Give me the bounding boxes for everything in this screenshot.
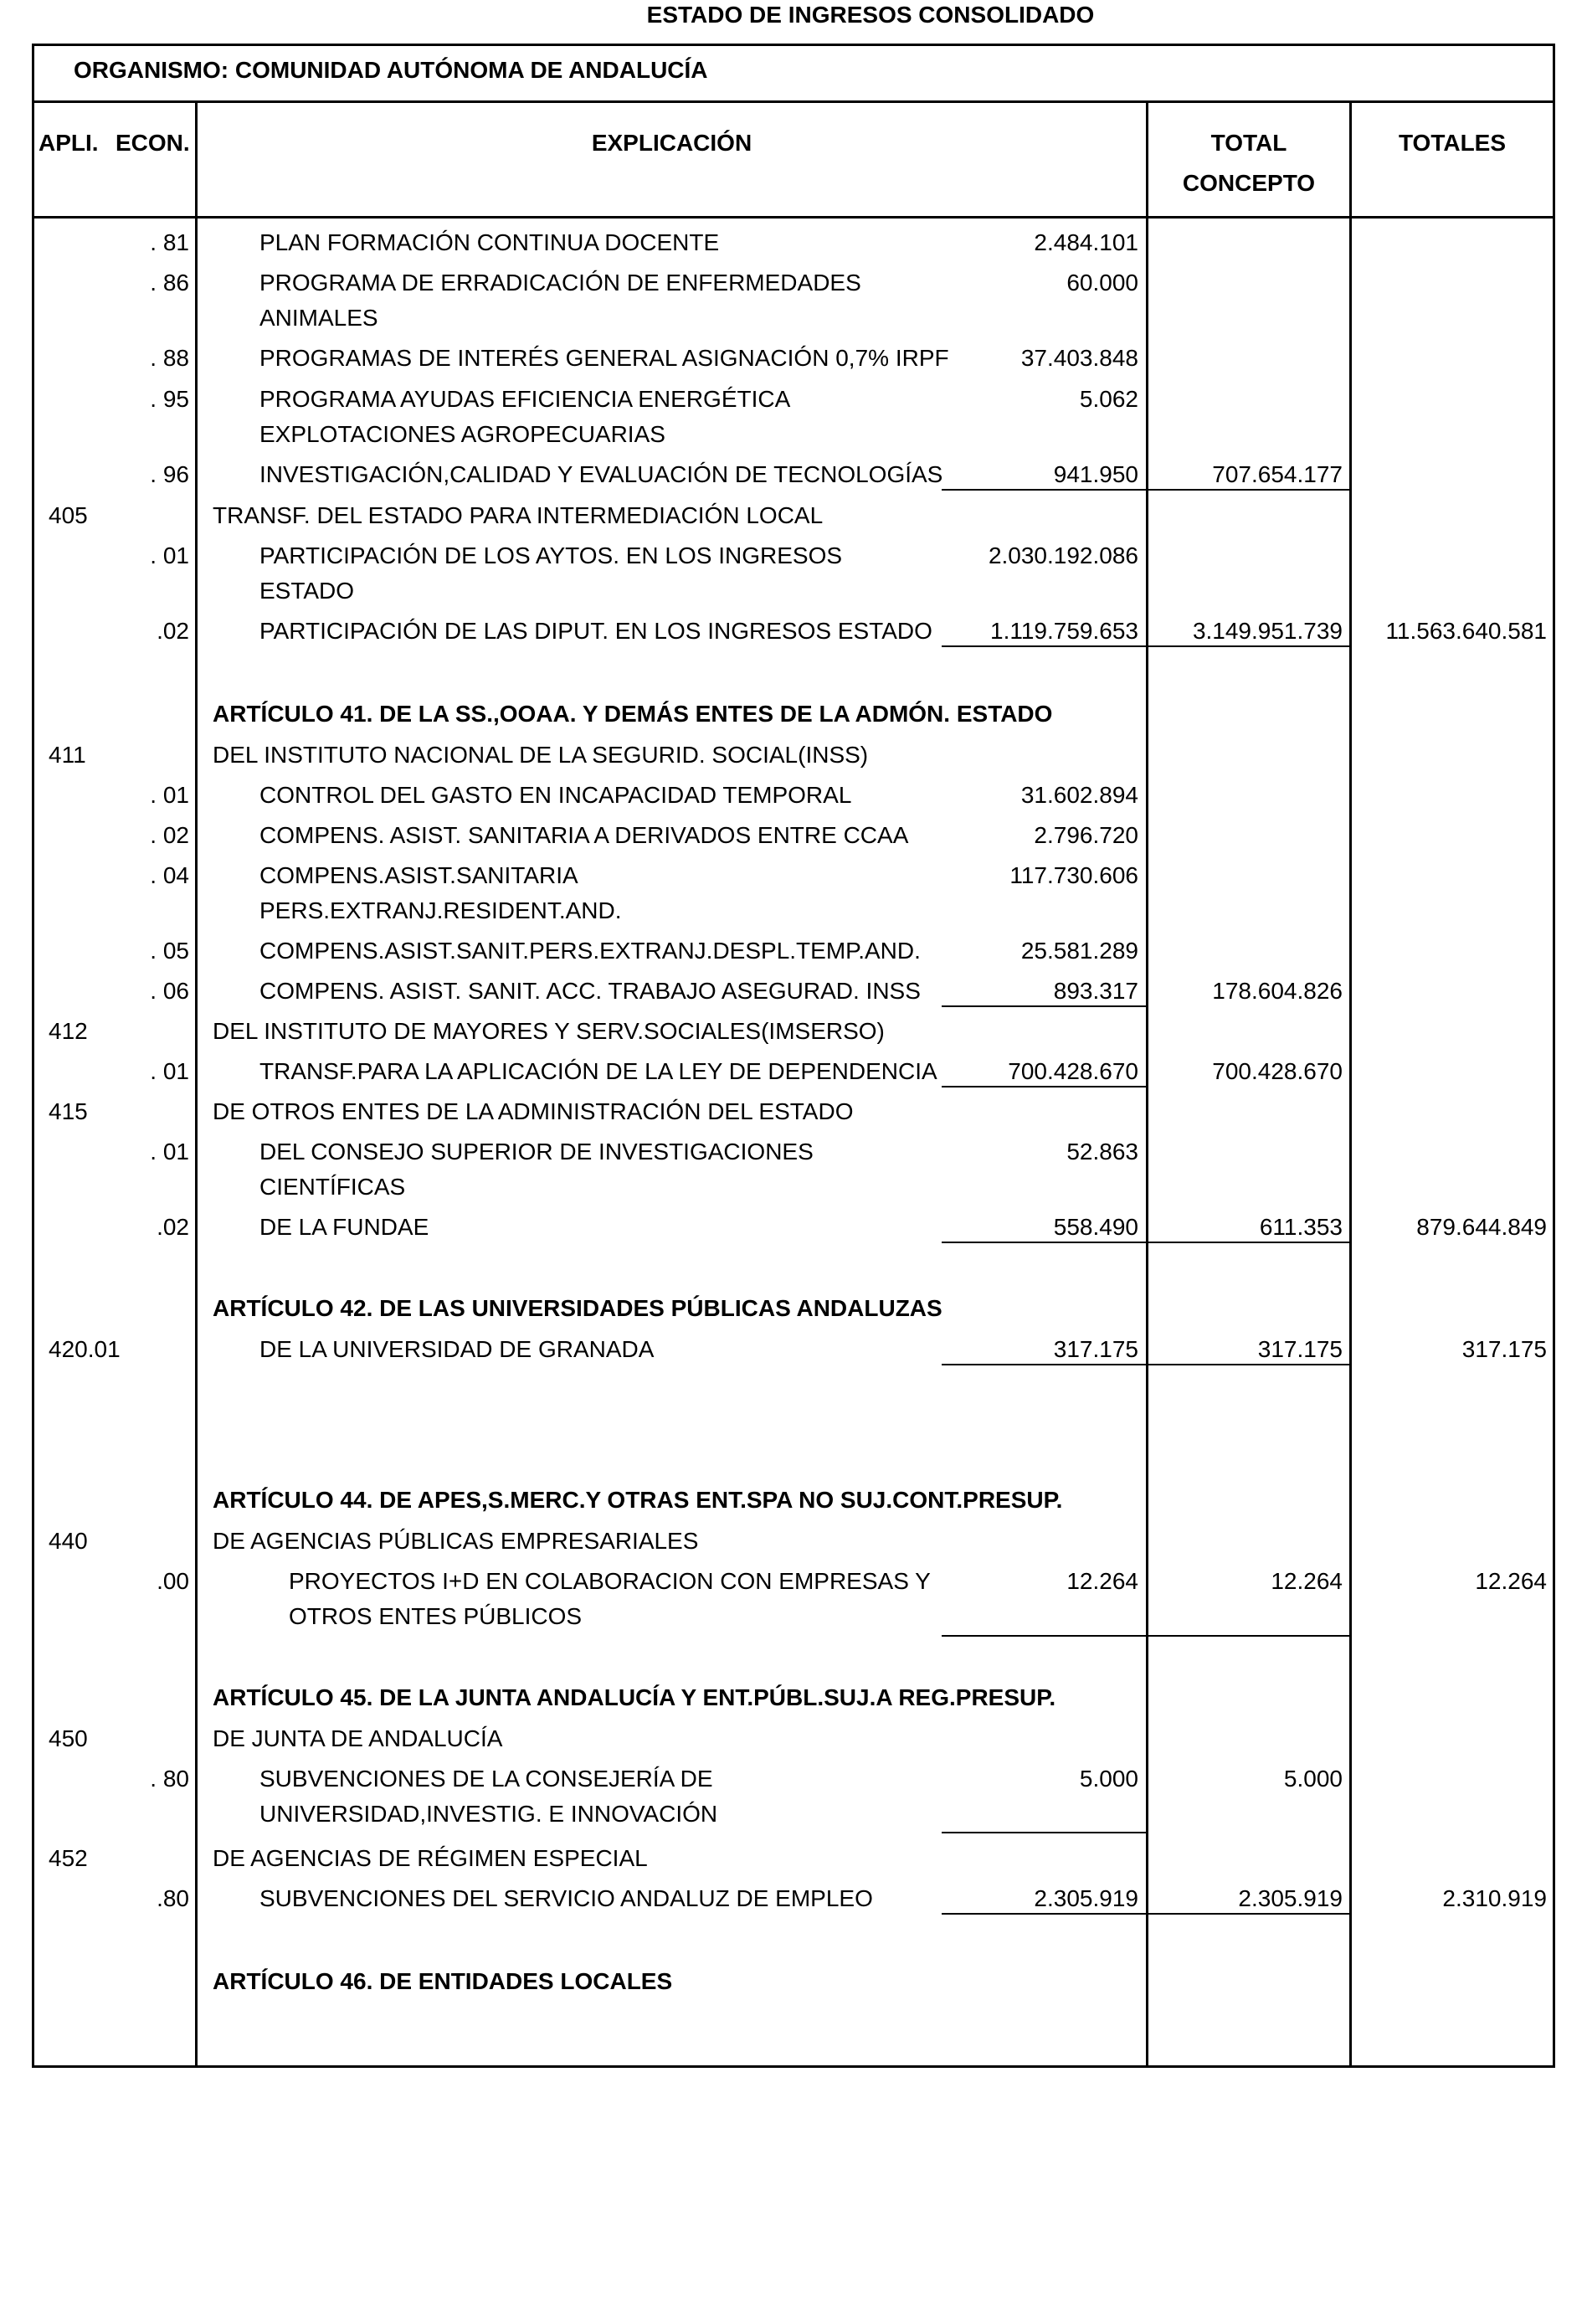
econ-code: .00 [157,1568,189,1594]
totales-value: 879.644.849 [1416,1214,1547,1240]
header-explicacion: EXPLICACIÓN [591,130,752,156]
underline [1148,645,1349,647]
amount-value: 12.264 [1066,1568,1138,1594]
divider [1349,100,1352,2068]
amount-value: 25.581.289 [1020,938,1138,964]
amount-value: 37.403.848 [1020,345,1138,371]
row-description: PROGRAMA AYUDAS EFICIENCIA ENERGÉTICA [259,386,791,412]
row-description: DEL CONSEJO SUPERIOR DE INVESTIGACIONES [259,1139,814,1165]
row-description-line2: EXPLOTACIONES AGROPECUARIAS [259,421,665,447]
row-description: DE OTROS ENTES DE LA ADMINISTRACIÓN DEL ESTADO [213,1098,854,1124]
econ-code: . 80 [150,1766,189,1792]
row-description: DE LA FUNDAE [259,1214,429,1240]
row-description: COMPENS. ASIST. SANITARIA A DERIVADOS ENTRE CCAA [259,822,909,848]
row-description-line2: ESTADO [259,578,355,604]
row-description: SUBVENCIONES DEL SERVICIO ANDALUZ DE EMPLEO [259,1885,873,1911]
apli-code: 405 [49,502,88,528]
amount-value: 117.730.606 [1009,862,1138,888]
total-concepto-value: 707.654.177 [1212,461,1343,487]
row-description: CONTROL DEL GASTO EN INCAPACIDAD TEMPORAL [259,782,852,808]
econ-code: . 01 [150,542,189,568]
article-heading: ARTÍCULO 44. DE APES,S.MERC.Y OTRAS ENT.SPA NO SUJ.CONT.PRESUP. [213,1487,1063,1513]
apli-code: 452 [49,1845,88,1871]
apli-code: 440 [49,1528,88,1554]
row-description: INVESTIGACIÓN,CALIDAD Y EVALUACIÓN DE TECNOLOGÍAS [259,461,943,487]
divider [32,100,1555,103]
amount-value: 2.030.192.086 [988,542,1138,568]
underline [942,1913,1146,1915]
row-description: SUBVENCIONES DE LA CONSEJERÍA DE [259,1766,713,1792]
header-total-concepto-line2: CONCEPTO [1182,170,1316,196]
econ-code: . 01 [150,1058,189,1084]
divider [32,216,1555,219]
row-description-line2: PERS.EXTRANJ.RESIDENT.AND. [259,897,622,923]
article-heading: ARTÍCULO 41. DE LA SS.,OOAA. Y DEMÁS ENTES DE LA ADMÓN. ESTADO [213,701,1053,727]
econ-code: .02 [157,1214,189,1240]
underline [942,645,1146,647]
amount-value: 60.000 [1066,270,1138,296]
article-heading: ARTÍCULO 45. DE LA JUNTA ANDALUCÍA Y ENT.PÚBL.SUJ.A REG.PRESUP. [213,1684,1056,1710]
amount-value: 2.484.101 [1034,229,1138,255]
amount-value: 2.796.720 [1034,822,1138,848]
row-description: DE AGENCIAS PÚBLICAS EMPRESARIALES [213,1528,699,1554]
total-concepto-value: 700.428.670 [1212,1058,1343,1084]
row-description: TRANSF.PARA LA APLICACIÓN DE LA LEY DE DEPENDENCIA [259,1058,937,1084]
total-concepto-value: 611.353 [1259,1214,1343,1240]
underline [942,1364,1146,1365]
econ-code: . 86 [150,270,189,296]
underline [942,1635,1349,1637]
underline [942,489,1146,491]
underline [942,1242,1146,1243]
econ-code: . 88 [150,345,189,371]
row-description-line2: ANIMALES [259,305,378,331]
row-description: PROGRAMA DE ERRADICACIÓN DE ENFERMEDADES [259,270,861,296]
row-description: COMPENS.ASIST.SANIT.PERS.EXTRANJ.DESPL.TEMP.AND. [259,938,921,964]
underline [1148,489,1349,491]
row-description: PARTICIPACIÓN DE LOS AYTOS. EN LOS INGRESOS [259,542,843,568]
underline [1148,1242,1349,1243]
total-concepto-value: 12.264 [1271,1568,1343,1594]
econ-code: . 81 [150,229,189,255]
header-total-concepto: TOTAL [1210,130,1287,156]
total-concepto-value: 5.000 [1283,1766,1343,1792]
page-title: ESTADO DE INGRESOS CONSOLIDADO [646,2,1095,28]
econ-code: . 02 [150,822,189,848]
amount-value: 941.950 [1053,461,1138,487]
econ-code: . 05 [150,938,189,964]
row-description: PROYECTOS I+D EN COLABORACION CON EMPRESAS Y [289,1568,931,1594]
econ-code: . 04 [150,862,189,888]
apli-code: 420.01 [49,1336,121,1362]
econ-code: . 01 [150,1139,189,1165]
divider [195,100,198,2068]
row-description: DE LA UNIVERSIDAD DE GRANADA [259,1336,655,1362]
amount-value: 52.863 [1066,1139,1138,1165]
total-concepto-value: 3.149.951.739 [1192,618,1343,644]
econ-code: . 95 [150,386,189,412]
apli-code: 411 [49,742,86,768]
row-description: PROGRAMAS DE INTERÉS GENERAL ASIGNACIÓN 0,7% IRPF [259,345,949,371]
header-apli: APLI. [39,130,99,156]
row-description: DEL INSTITUTO DE MAYORES Y SERV.SOCIALES(IMSERSO) [213,1018,885,1044]
total-concepto-value: 178.604.826 [1212,978,1343,1004]
underline [1148,1913,1349,1915]
amount-value: 558.490 [1053,1214,1138,1240]
row-description-line2: OTROS ENTES PÚBLICOS [289,1603,583,1629]
underline [942,1832,1146,1833]
amount-value: 1.119.759.653 [990,618,1138,644]
amount-value: 5.000 [1079,1766,1138,1792]
amount-value: 2.305.919 [1034,1885,1138,1911]
totales-value: 12.264 [1475,1568,1547,1594]
econ-code: .80 [157,1885,189,1911]
row-description: DEL INSTITUTO NACIONAL DE LA SEGURID. SOCIAL(INSS) [213,742,869,768]
underline [1148,1364,1349,1365]
header-totales: TOTALES [1398,130,1507,156]
row-description: PLAN FORMACIÓN CONTINUA DOCENTE [259,229,720,255]
amount-value: 893.317 [1053,978,1138,1004]
econ-code: .02 [157,618,189,644]
amount-value: 700.428.670 [1008,1058,1138,1084]
row-description: TRANSF. DEL ESTADO PARA INTERMEDIACIÓN LOCAL [213,502,824,528]
row-description: DE JUNTA DE ANDALUCÍA [213,1725,503,1751]
row-description: COMPENS. ASIST. SANIT. ACC. TRABAJO ASEGURAD. INSS [259,978,921,1004]
article-heading: ARTÍCULO 42. DE LAS UNIVERSIDADES PÚBLICAS ANDALUZAS [213,1295,942,1321]
econ-code: . 96 [150,461,189,487]
econ-code: . 01 [150,782,189,808]
row-description: DE AGENCIAS DE RÉGIMEN ESPECIAL [213,1845,648,1871]
apli-code: 450 [49,1725,88,1751]
underline [942,1005,1146,1007]
totales-value: 2.310.919 [1442,1885,1547,1911]
apli-code: 415 [49,1098,88,1124]
row-description: COMPENS.ASIST.SANITARIA [259,862,578,888]
underline [942,1086,1146,1087]
organismo-label: ORGANISMO: COMUNIDAD AUTÓNOMA DE ANDALUCÍA [74,57,708,83]
total-concepto-value: 2.305.919 [1238,1885,1343,1911]
amount-value: 31.602.894 [1020,782,1138,808]
article-heading: ARTÍCULO 46. DE ENTIDADES LOCALES [213,1968,673,1994]
apli-code: 412 [49,1018,88,1044]
total-concepto-value: 317.175 [1257,1336,1343,1362]
totales-value: 317.175 [1461,1336,1547,1362]
totales-value: 11.563.640.581 [1385,618,1547,644]
amount-value: 5.062 [1079,386,1138,412]
econ-code: . 06 [150,978,189,1004]
row-description-line2: CIENTÍFICAS [259,1174,406,1200]
header-econ: ECON. [116,130,190,156]
row-description-line2: UNIVERSIDAD,INVESTIG. E INNOVACIÓN [259,1801,718,1827]
amount-value: 317.175 [1053,1336,1138,1362]
row-description: PARTICIPACIÓN DE LAS DIPUT. EN LOS INGRESOS ESTADO [259,618,932,644]
